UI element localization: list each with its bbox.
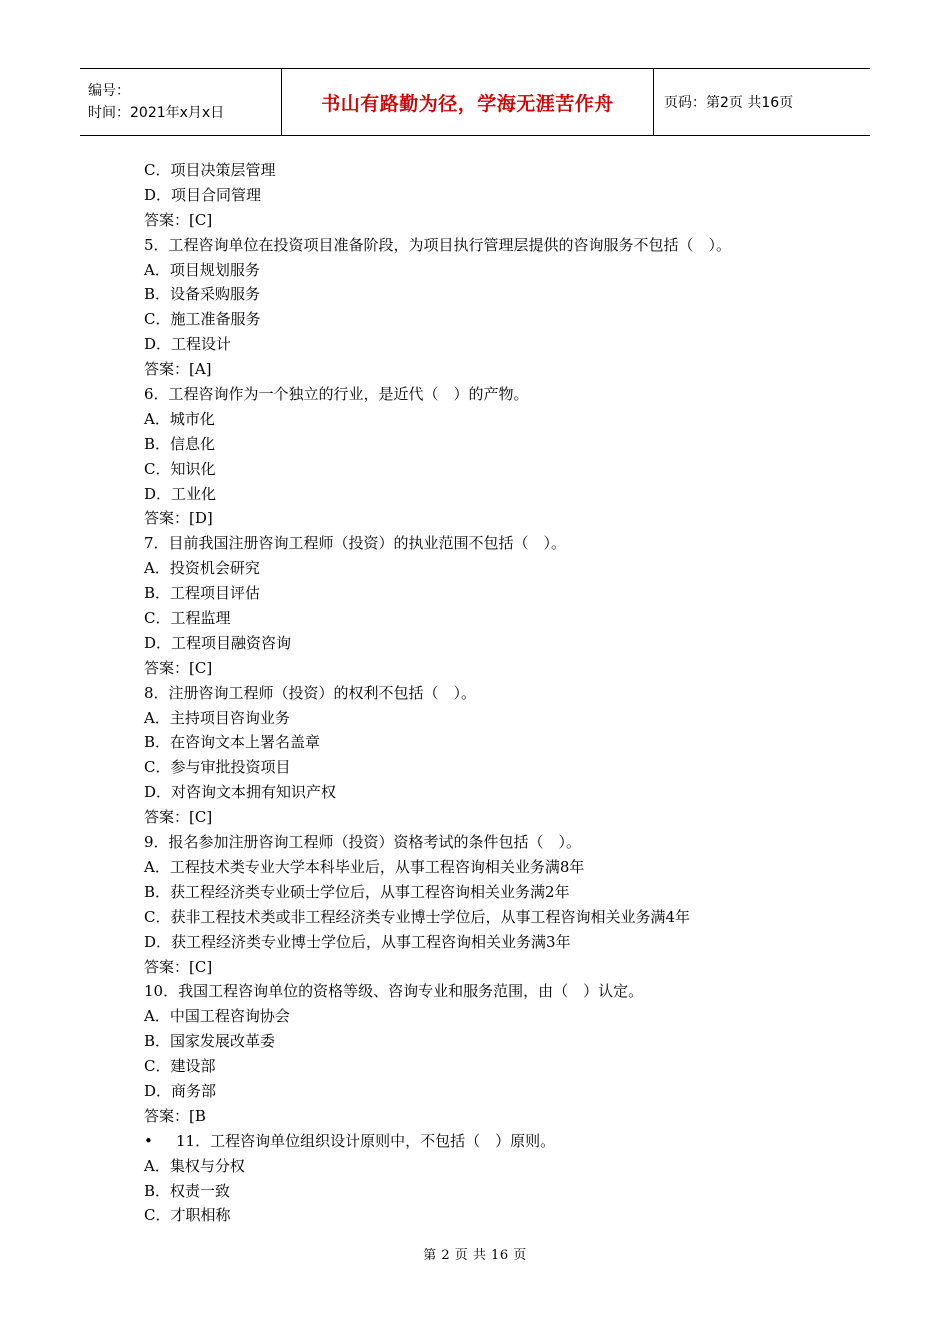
header-motto: 书山有路勤为径，学海无涯苦作舟 bbox=[321, 92, 614, 115]
text-line: B．信息化 bbox=[144, 434, 216, 453]
text-line: D．商务部 bbox=[144, 1081, 217, 1100]
text-line: 8．注册咨询工程师（投资）的权利不包括（ ）。 bbox=[144, 683, 477, 702]
question-lines-after bbox=[144, 1154, 824, 1229]
text-line: 答案：[B bbox=[144, 1106, 206, 1125]
text-line: B．权责一致 bbox=[144, 1181, 231, 1200]
text-line: 10．我国工程咨询单位的资格等级、咨询专业和服务范围，由（ ）认定。 bbox=[144, 982, 644, 1001]
text-line: 答案：[C] bbox=[144, 808, 213, 827]
question-lines bbox=[144, 158, 824, 1129]
text-line: D．对咨询文本拥有知识产权 bbox=[144, 783, 337, 802]
text-line: 答案：[A] bbox=[144, 360, 212, 379]
text-line: D．工程设计 bbox=[144, 335, 232, 354]
text-line: A．工程技术类专业大学本科毕业后，从事工程咨询相关业务满8年 bbox=[144, 857, 585, 876]
text-line: B．设备采购服务 bbox=[144, 285, 261, 304]
text-line: A．主持项目咨询业务 bbox=[144, 708, 290, 727]
text-line: D．获工程经济类专业博士学位后，从事工程咨询相关业务满3年 bbox=[144, 932, 571, 951]
document-time-label: 时间：2021年x月x日 bbox=[88, 105, 225, 121]
text-line: A．投资机会研究 bbox=[144, 559, 260, 578]
text-line: C．才职相称 bbox=[144, 1206, 231, 1225]
text-line: 6．工程咨询作为一个独立的行业，是近代（ ）的产物。 bbox=[144, 385, 529, 404]
text-line: 答案：[D] bbox=[144, 509, 213, 528]
text-line: 答案：[C] bbox=[144, 210, 213, 229]
page-footer: 第 2 页 共 16 页 bbox=[423, 1248, 527, 1263]
text-line: B．获工程经济类专业硕士学位后，从事工程咨询相关业务满2年 bbox=[144, 882, 570, 901]
text-line: 5．工程咨询单位在投资项目准备阶段，为项目执行管理层提供的咨询服务不包括（ ）。 bbox=[144, 235, 732, 254]
text-line: D．项目合同管理 bbox=[144, 185, 262, 204]
text-line: C．施工准备服务 bbox=[144, 310, 261, 329]
header-page-code: 页码：第2页 共16页 bbox=[664, 95, 794, 111]
page-header bbox=[80, 68, 870, 136]
text-line: B．国家发展改革委 bbox=[144, 1032, 276, 1051]
text-line: D．工业化 bbox=[144, 484, 217, 503]
text-line: C．知识化 bbox=[144, 459, 216, 478]
header-motto-cell bbox=[282, 69, 654, 135]
text-line: B．在咨询文本上署名盖章 bbox=[144, 733, 321, 752]
document-number-label: 编号： bbox=[88, 83, 130, 99]
text-line: C．工程监理 bbox=[144, 609, 231, 628]
text-line: 答案：[C] bbox=[144, 658, 213, 677]
text-line: B．工程项目评估 bbox=[144, 584, 261, 603]
text-line: D．工程项目融资咨询 bbox=[144, 633, 292, 652]
header-page-cell bbox=[654, 69, 870, 135]
text-line: A．城市化 bbox=[144, 409, 215, 428]
text-line: C．参与审批投资项目 bbox=[144, 758, 291, 777]
text-line: A．项目规划服务 bbox=[144, 260, 260, 279]
text-line: 7．目前我国注册咨询工程师（投资）的执业范围不包括（ ）。 bbox=[144, 534, 567, 553]
text-line: 答案：[C] bbox=[144, 957, 213, 976]
bullet-question-line bbox=[144, 1129, 824, 1154]
document-body bbox=[144, 158, 824, 1228]
text-line: A．中国工程咨询协会 bbox=[144, 1007, 290, 1026]
header-left-cell bbox=[80, 69, 282, 135]
text-line: C．获非工程技术类或非工程经济类专业博士学位后，从事工程咨询相关业务满4年 bbox=[144, 907, 691, 926]
text-line: 9．报名参加注册咨询工程师（投资）资格考试的条件包括（ ）。 bbox=[144, 833, 582, 852]
bullet-icon: • bbox=[144, 1131, 153, 1150]
bullet-question-text: 11．工程咨询单位组织设计原则中，不包括（ ）原则。 bbox=[176, 1131, 556, 1150]
text-line: C．项目决策层管理 bbox=[144, 161, 276, 179]
text-line: C．建设部 bbox=[144, 1057, 216, 1076]
text-line: A．集权与分权 bbox=[144, 1156, 245, 1175]
